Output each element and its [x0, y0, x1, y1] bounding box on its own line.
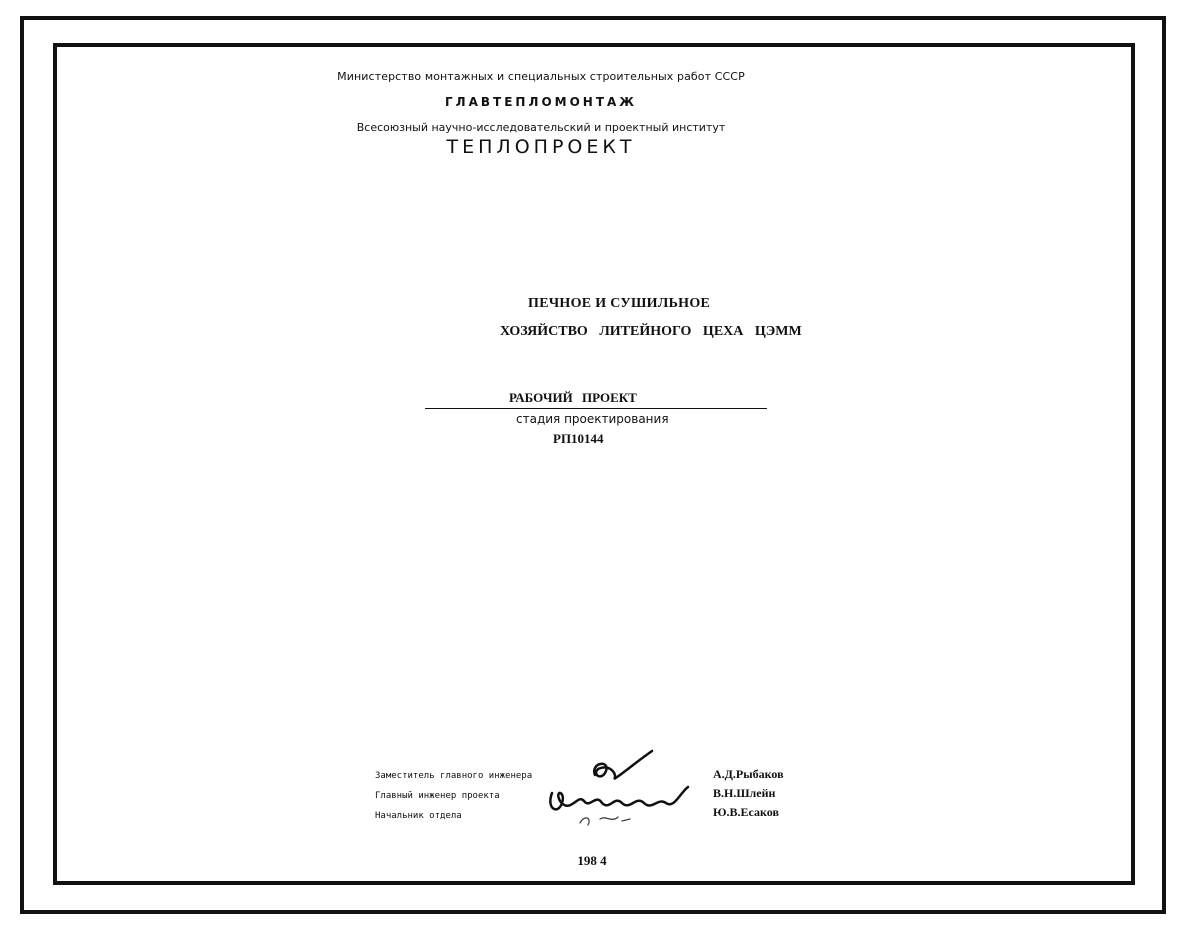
ministry-line: Министерство монтажных и специальных строительных работ СССР: [337, 70, 745, 83]
project-stage: стадия проектирования: [516, 412, 669, 426]
signatures: [540, 745, 710, 835]
signatory-role-1: Заместитель главного инженера: [375, 771, 533, 781]
year: 198 4: [577, 853, 607, 868]
signatory-name-2: В.Н.Шлейн: [713, 786, 776, 800]
project-title-line-2: ХОЗЯЙСТВО ЛИТЕЙНОГО ЦЕХА ЦЭММ: [500, 324, 802, 339]
institute-name: ТЕПЛОПРОЕКТ: [446, 136, 636, 158]
project-type: РАБОЧИЙ ПРОЕКТ: [509, 390, 637, 405]
signatory-name-3: Ю.В.Есаков: [713, 805, 779, 819]
signatory-role-3: Начальник отдела: [375, 811, 462, 821]
signatory-name-1: А.Д.Рыбаков: [713, 767, 784, 781]
main-office-line: ГЛАВТЕПЛОМОНТАЖ: [445, 95, 637, 109]
project-title-line-1: ПЕЧНОЕ И СУШИЛЬНОЕ: [528, 296, 711, 311]
signatory-role-2: Главный инженер проекта: [375, 791, 500, 801]
project-type-underline: [425, 408, 767, 409]
project-code: РП10144: [553, 431, 604, 446]
institute-line: Всесоюзный научно-исследовательский и проектный институт: [356, 121, 726, 134]
